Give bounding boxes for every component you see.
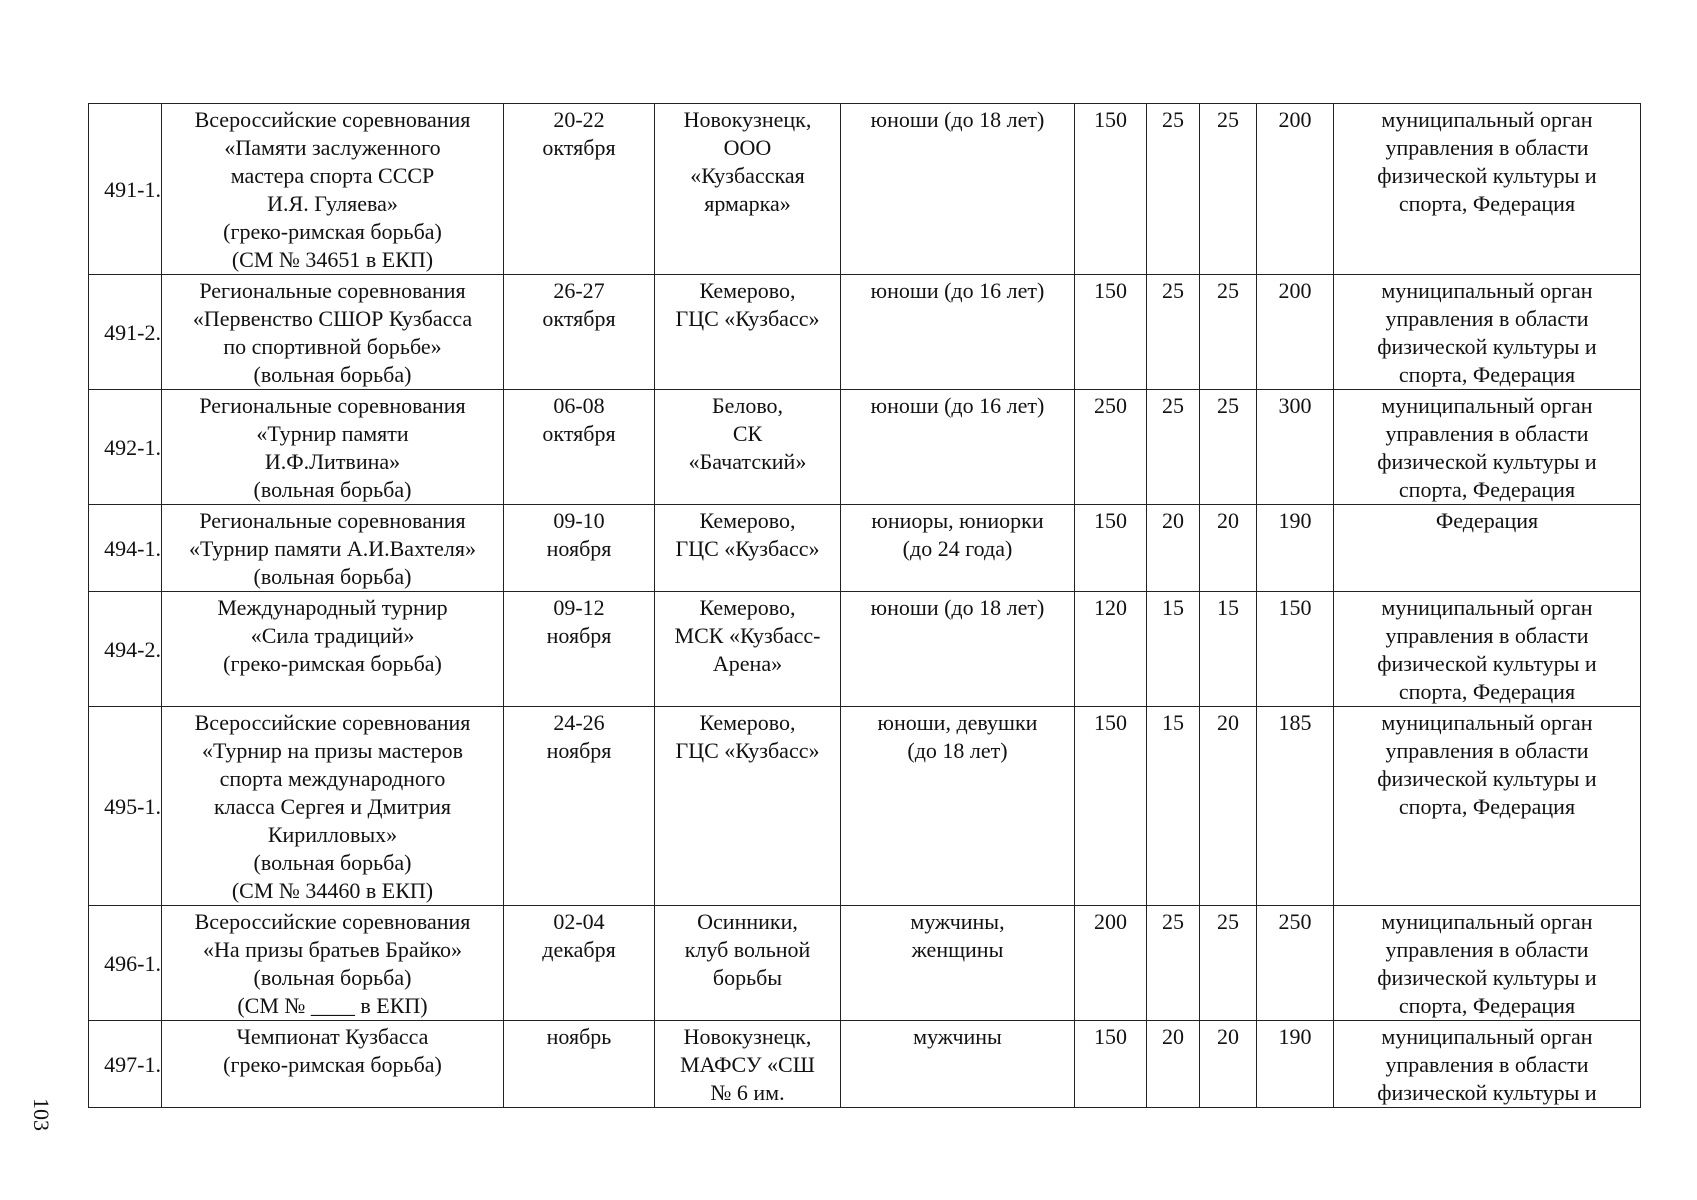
event-name: Региональные соревнования «Турнир памяти И.Ф.Литвина» (вольная борьба)	[162, 390, 504, 505]
table-row	[89, 390, 1641, 505]
participant-group: юноши (до 16 лет)	[841, 390, 1075, 505]
count-total: 200	[1257, 275, 1334, 390]
count-coaches: 15	[1147, 592, 1200, 707]
count-participants: 250	[1075, 390, 1147, 505]
event-organizer: муниципальный орган управления в области физической культуры и спорта, Федерация	[1334, 104, 1641, 275]
row-number: 494-2.	[89, 592, 162, 707]
event-location: Белово, СК «Бачатский»	[655, 390, 841, 505]
event-name: Всероссийские соревнования «Турнир на призы мастеров спорта международного класса Сергея и Дмитрия Кирилловых» (вольная борьба) (СМ № 34460 в ЕКП)	[162, 707, 504, 906]
count-judges: 25	[1200, 906, 1257, 1021]
count-total: 300	[1257, 390, 1334, 505]
event-organizer: муниципальный орган управления в области физической культуры и спорта, Федерация	[1334, 906, 1641, 1021]
event-dates: 09-10 ноября	[504, 505, 655, 592]
row-number: 495-1.	[89, 707, 162, 906]
table-row	[89, 1021, 1641, 1108]
count-judges: 25	[1200, 390, 1257, 505]
event-name: Всероссийские соревнования «На призы братьев Брайко» (вольная борьба) (СМ № ____ в ЕКП)	[162, 906, 504, 1021]
count-participants: 150	[1075, 275, 1147, 390]
event-dates: ноябрь	[504, 1021, 655, 1108]
event-dates: 24-26 ноября	[504, 707, 655, 906]
participant-group: мужчины	[841, 1021, 1075, 1108]
count-judges: 25	[1200, 104, 1257, 275]
event-location: Кемерово, ГЦС «Кузбасс»	[655, 275, 841, 390]
count-participants: 150	[1075, 1021, 1147, 1108]
count-total: 190	[1257, 1021, 1334, 1108]
table-row	[89, 505, 1641, 592]
row-number: 491-1.	[89, 104, 162, 275]
table-body	[89, 104, 1641, 1108]
event-organizer: муниципальный орган управления в области физической культуры и спорта, Федерация	[1334, 390, 1641, 505]
row-number: 496-1.	[89, 906, 162, 1021]
count-total: 150	[1257, 592, 1334, 707]
event-name: Всероссийские соревнования «Памяти заслуженного мастера спорта СССР И.Я. Гуляева» (греко-римская борьба) (СМ № 34651 в ЕКП)	[162, 104, 504, 275]
count-coaches: 20	[1147, 505, 1200, 592]
event-organizer: муниципальный орган управления в области физической культуры и спорта, Федерация	[1334, 592, 1641, 707]
count-coaches: 25	[1147, 275, 1200, 390]
event-dates: 02-04 декабря	[504, 906, 655, 1021]
event-location: Кемерово, ГЦС «Кузбасс»	[655, 505, 841, 592]
participant-group: юноши (до 18 лет)	[841, 104, 1075, 275]
event-organizer: Федерация	[1334, 505, 1641, 592]
count-total: 185	[1257, 707, 1334, 906]
row-number: 492-1.	[89, 390, 162, 505]
table-row	[89, 906, 1641, 1021]
count-coaches: 15	[1147, 707, 1200, 906]
count-participants: 150	[1075, 707, 1147, 906]
count-total: 200	[1257, 104, 1334, 275]
event-location: Осинники, клуб вольной борьбы	[655, 906, 841, 1021]
count-judges: 25	[1200, 275, 1257, 390]
count-coaches: 20	[1147, 1021, 1200, 1108]
participant-group: юноши, девушки (до 18 лет)	[841, 707, 1075, 906]
count-participants: 150	[1075, 104, 1147, 275]
event-dates: 06-08 октября	[504, 390, 655, 505]
event-organizer: муниципальный орган управления в области физической культуры и спорта, Федерация	[1334, 707, 1641, 906]
event-location: Кемерово, МСК «Кузбасс- Арена»	[655, 592, 841, 707]
event-name: Международный турнир «Сила традиций» (греко-римская борьба)	[162, 592, 504, 707]
document-page	[88, 103, 1641, 1108]
table-row	[89, 104, 1641, 275]
event-organizer: муниципальный орган управления в области физической культуры и спорта, Федерация	[1334, 275, 1641, 390]
row-number: 497-1.	[89, 1021, 162, 1108]
event-dates: 26-27 октября	[504, 275, 655, 390]
count-total: 190	[1257, 505, 1334, 592]
page-number: 103	[29, 1098, 54, 1131]
event-name: Региональные соревнования «Первенство СШОР Кузбасса по спортивной борьбе» (вольная борьба)	[162, 275, 504, 390]
table-row	[89, 275, 1641, 390]
count-judges: 20	[1200, 707, 1257, 906]
event-location: Новокузнецк, МАФСУ «СШ № 6 им.	[655, 1021, 841, 1108]
event-dates: 09-12 ноября	[504, 592, 655, 707]
participant-group: юниоры, юниорки (до 24 года)	[841, 505, 1075, 592]
table-row	[89, 592, 1641, 707]
event-dates: 20-22 октября	[504, 104, 655, 275]
count-participants: 150	[1075, 505, 1147, 592]
count-coaches: 25	[1147, 104, 1200, 275]
event-organizer: муниципальный орган управления в области физической культуры и	[1334, 1021, 1641, 1108]
event-location: Кемерово, ГЦС «Кузбасс»	[655, 707, 841, 906]
table-row	[89, 707, 1641, 906]
count-judges: 20	[1200, 1021, 1257, 1108]
participant-group: мужчины, женщины	[841, 906, 1075, 1021]
event-name: Чемпионат Кузбасса (греко-римская борьба)	[162, 1021, 504, 1108]
participant-group: юноши (до 18 лет)	[841, 592, 1075, 707]
row-number: 491-2.	[89, 275, 162, 390]
row-number: 494-1.	[89, 505, 162, 592]
count-coaches: 25	[1147, 906, 1200, 1021]
count-judges: 20	[1200, 505, 1257, 592]
count-judges: 15	[1200, 592, 1257, 707]
event-name: Региональные соревнования «Турнир памяти А.И.Вахтеля» (вольная борьба)	[162, 505, 504, 592]
count-participants: 200	[1075, 906, 1147, 1021]
participant-group: юноши (до 16 лет)	[841, 275, 1075, 390]
count-participants: 120	[1075, 592, 1147, 707]
count-coaches: 25	[1147, 390, 1200, 505]
count-total: 250	[1257, 906, 1334, 1021]
events-table	[88, 103, 1641, 1108]
event-location: Новокузнецк, ООО «Кузбасская ярмарка»	[655, 104, 841, 275]
